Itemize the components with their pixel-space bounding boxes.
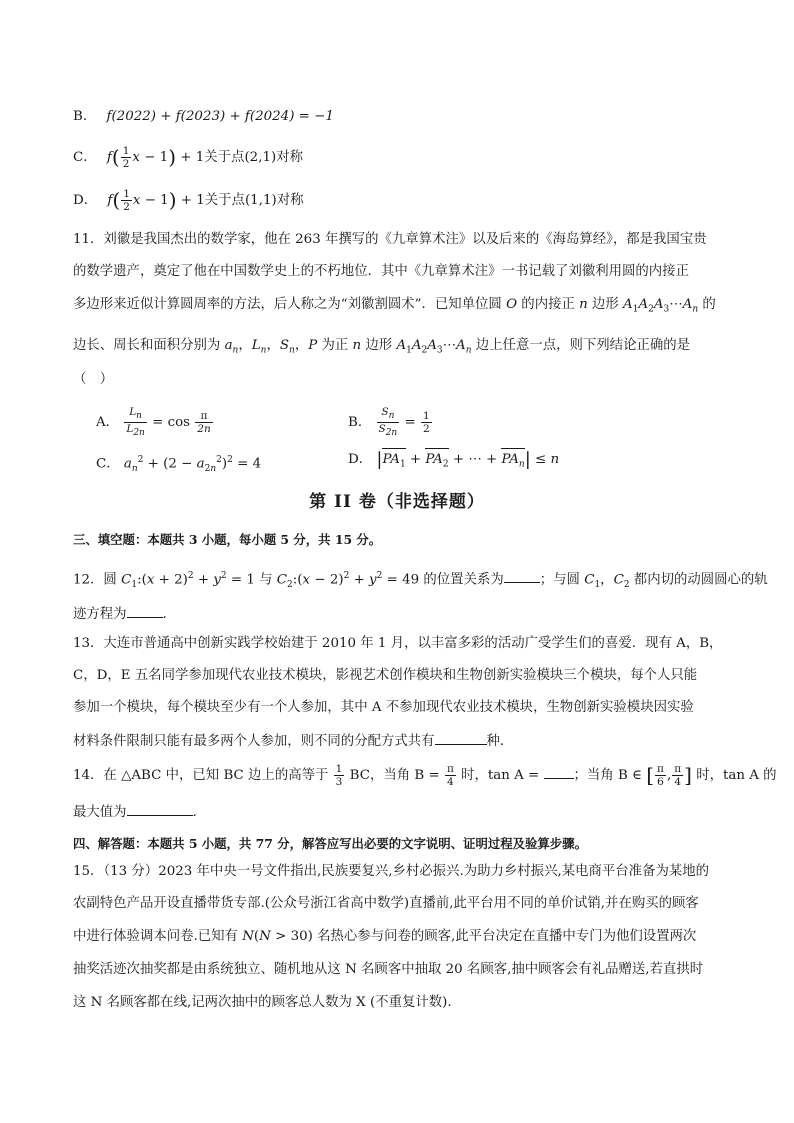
option-d-q10: D． f( $\frac{1}{2}$ x − 1) + 1关于点(1,1)对称 [73,188,304,213]
option-d-tail: 关于点(1,1)对称 [204,193,304,208]
option-c-q10: C． f( $\frac{1}{2}$ x − 1) + 1关于点(2,1)对称 [73,145,303,170]
q13-line-4: 材料条件限制只能有最多两个人参加，则不同的分配方式共有 种． [73,730,513,752]
q11-line-2: 的数学遗产，奠定了他在中国数学史上的不朽地位．其中《九章算术注》一书记载了刘徽利用圆的内接正 [73,264,689,279]
q15-line-3: 中进行体验调本问卷.已知有 N(N > 30) 名热心参与问卷的顾客,此平台决定在直播中专门为他们设置两次 [73,929,697,944]
q12-line-2: 迹方程为 ． [73,603,176,625]
option-b-expression: f(2022) + f(2023) + f(2024) = −1 [106,109,334,124]
q13-answer-blank[interactable] [435,730,487,745]
q11-line-4: 边长、周长和面积分别为 $a_n$，$L_n$，$S_n$，P 为正 n 边形 $A_1A_2A_3\cdots A_n$ 边上任意一点，则下列结论正确的是 [73,338,691,356]
q12-answer-blank-2[interactable] [127,603,163,618]
q15-line-1: 15．（13 分）2023 年中央一号文件指出,民族要复兴,乡村必振兴.为助力乡村振兴,某电商平台准备为某地的 [73,864,710,879]
q14-line-2: 最大值为 ． [73,801,206,823]
q13-line-1: 13．大连市普通高中创新实践学校始建于 2010 年 1 月，以丰富多彩的活动广受学生们的喜爱．现有 A，B， [73,636,723,651]
q11-paren: （ ） [73,372,114,387]
section-4-heading: 四、解答题：本题共 5 小题，共 77 分，解答应写出必要的文字说明、证明过程及验算步骤。 [73,836,587,851]
option-b-q10: B． f(2022) + f(2023) + f(2024) = −1 [73,109,334,124]
q11-line-1: 11．刘徽是我国杰出的数学家，他在 263 年撰写的《九章算术注》以及后来的《海岛算经》，都是我国宝贵 [73,232,707,247]
section-3-heading: 三、填空题：本题共 3 小题，每小题 5 分，共 15 分。 [73,532,382,547]
option-c-tail: 关于点(2,1)对称 [204,150,303,165]
q11-option-b: B． $\frac{S_n}{S_{2n}}$ = $\frac{1}{2}$ [348,406,430,439]
q13-line-2: C，D，E 五名同学参加现代农业技术模块，影视艺术创作模块和生物创新实验模块三个模块，每个人只能 [73,668,698,683]
q14-line-1: 14．在 △ABC 中，已知 BC 边上的高等于 $\frac{1}{3}$ BC，当角 B = $\frac{\pi}{4}$ 时，tan A = ；当角 B ∈ [ $\frac{\pi}{6}$ , $\frac{\pi}{4}$ ] 时，tan A 的 [73,763,777,788]
q15-line-5: 这 N 名顾客都在线,记两次抽中的顾客总人数为 X (不重复计数). [73,995,452,1010]
q14-answer-blank-1[interactable] [544,764,574,779]
q11-option-c: C． $a_n^2 + (2 - a_{2n}^2)^2 = 4$ [96,455,262,475]
q11-option-a: A． $\frac{L_n}{L_{2n}}$ = cos $\frac{\pi}{2n}$ [96,406,211,439]
q11-line-3: 多边形来近似计算圆周率的方法，后人称之为“刘徽割圆术”．已知单位圆 O 的内接正 n 边形 $A_1A_2A_3\cdots A_n$ 的 [73,297,716,315]
q15-line-2: 农副特色产品开设直播带货专部.(公众号浙江省高中数学)直播前,此平台用不同的单价试销,并在购买的顾客 [73,896,699,911]
q14-answer-blank-2[interactable] [127,801,193,816]
part-2-title: 第 II 卷（非选择题） [309,492,485,512]
q12-answer-blank-1[interactable] [504,568,540,583]
q11-option-d: D． $|PA_1 + PA_2$ + ⋯ + $PA_n| \le n$ [348,450,559,475]
q13-line-3: 参加一个模块，每个模块至少有一个人参加，其中 A 不参加现代农业技术模块，生物创新实验模块因实验 [73,700,694,715]
q12-line-1: 12．圆 $C_1:(x + 2)^2 + y^2 = 1$ 与 $C_2:(x - 2)^2 + y^2 = 49$ 的位置关系为 ；与圆 $C_1$，$C_2$ 都内切的动圆圆心的轨 [73,566,768,595]
q15-line-4: 抽奖活迹次抽奖都是由系统独立、随机地从这 N 名顾客中抽取 20 名顾客,抽中顾客会有礼品赠送,若直拱时 [73,962,704,977]
